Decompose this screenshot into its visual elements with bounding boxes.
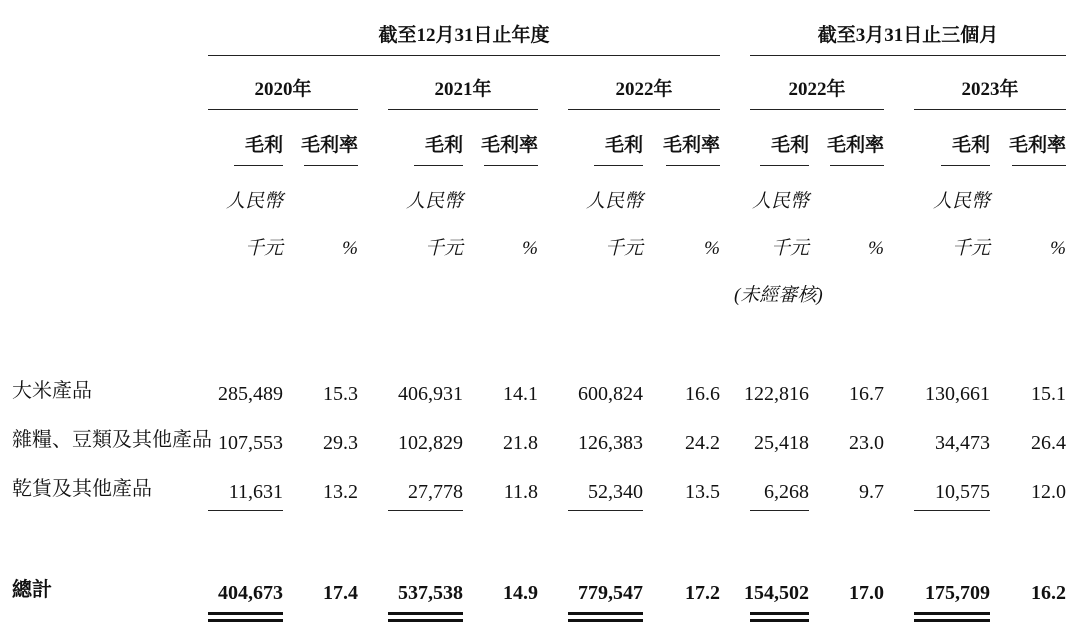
col-gross-profit: 毛利 (424, 135, 463, 156)
col-divider (941, 165, 990, 166)
table-cell: 102,829 (398, 432, 463, 454)
col-divider (594, 165, 643, 166)
table-cell: 107,553 (218, 432, 283, 454)
table-cell: 16.6 (685, 383, 720, 405)
table-cell: 9.7 (859, 481, 884, 503)
row-label: 乾貨及其他產品 (12, 478, 152, 500)
subtotal-underline (914, 510, 990, 511)
subtotal-underline (208, 510, 283, 511)
total-double-underline (914, 619, 990, 622)
table-cell: 24.2 (685, 432, 720, 454)
col-divider (414, 165, 463, 166)
year-divider (208, 109, 358, 110)
col-divider (1012, 165, 1066, 166)
table-cell: 34,473 (935, 432, 990, 454)
table-cell: 130,661 (925, 383, 990, 405)
table-cell: 21.8 (503, 432, 538, 454)
table-cell: 11,631 (228, 481, 283, 503)
unit-currency: 人民幣 (405, 191, 463, 212)
total-cell: 154,502 (744, 582, 809, 604)
total-double-underline (388, 612, 463, 615)
total-cell: 175,709 (925, 582, 990, 604)
year-header-2022: 2022年 (615, 79, 673, 100)
row-label: 雜糧、豆類及其他產品 (12, 429, 212, 451)
total-cell: 537,538 (398, 582, 463, 604)
table-cell: 14.1 (503, 383, 538, 405)
table-cell: 23.0 (849, 432, 884, 454)
table-cell: 15.3 (323, 383, 358, 405)
unit-thousand: 千元 (244, 238, 283, 259)
table-cell: 25,418 (754, 432, 809, 454)
col-divider (760, 165, 809, 166)
col-gross-profit: 毛利 (244, 135, 283, 156)
subtotal-underline (750, 510, 809, 511)
table-cell: 10,575 (935, 481, 990, 503)
year-divider (388, 109, 538, 110)
col-divider (234, 165, 283, 166)
subtotal-underline (388, 510, 463, 511)
unit-currency: 人民幣 (751, 191, 809, 212)
unit-thousand: 千元 (604, 238, 643, 259)
unit-thousand: 千元 (951, 238, 990, 259)
table-cell: 12.0 (1031, 481, 1066, 503)
table-cell: 11.8 (503, 481, 538, 503)
unit-percent: % (1050, 238, 1066, 259)
group-divider-year-ended (208, 55, 720, 56)
col-gross-profit: 毛利 (951, 135, 990, 156)
row-label: 大米產品 (12, 380, 92, 402)
unit-percent: % (704, 238, 720, 259)
table-cell: 15.1 (1031, 383, 1066, 405)
total-double-underline (388, 619, 463, 622)
total-double-underline (568, 612, 643, 615)
table-cell: 285,489 (218, 383, 283, 405)
group-header-three-months: 截至3月31日止三個月 (817, 25, 999, 46)
table-cell: 13.2 (323, 481, 358, 503)
group-divider-three-months (750, 55, 1066, 56)
table-cell: 16.7 (849, 383, 884, 405)
total-double-underline (750, 612, 809, 615)
total-cell: 16.2 (1031, 582, 1066, 604)
col-divider (666, 165, 720, 166)
year-divider (750, 109, 884, 110)
table-cell: 27,778 (408, 481, 463, 503)
total-cell: 14.9 (503, 582, 538, 604)
col-gross-profit: 毛利 (604, 135, 643, 156)
col-gross-margin: 毛利率 (300, 135, 358, 156)
table-cell: 26.4 (1031, 432, 1066, 454)
group-header-year-ended: 截至12月31日止年度 (378, 25, 550, 46)
table-cell: 52,340 (588, 481, 643, 503)
col-gross-margin: 毛利率 (480, 135, 538, 156)
table-cell: 29.3 (323, 432, 358, 454)
col-divider (304, 165, 358, 166)
table-cell: 122,816 (744, 383, 809, 405)
year-header-2021: 2021年 (434, 79, 492, 100)
table-cell: 406,931 (398, 383, 463, 405)
year-divider (914, 109, 1066, 110)
year-header-2020: 2020年 (254, 79, 312, 100)
total-cell: 17.0 (849, 582, 884, 604)
total-double-underline (208, 612, 283, 615)
year-header-2023-q1: 2023年 (961, 79, 1019, 100)
table-cell: 13.5 (685, 481, 720, 503)
unit-thousand: 千元 (424, 238, 463, 259)
total-cell: 17.2 (685, 582, 720, 604)
unit-currency: 人民幣 (585, 191, 643, 212)
total-double-underline (208, 619, 283, 622)
total-cell: 404,673 (218, 582, 283, 604)
year-header-2022-q1: 2022年 (788, 79, 846, 100)
unit-thousand: 千元 (770, 238, 809, 259)
total-cell: 17.4 (323, 582, 358, 604)
table-cell: 126,383 (578, 432, 643, 454)
col-gross-margin: 毛利率 (826, 135, 884, 156)
unit-currency: 人民幣 (225, 191, 283, 212)
unaudited-note: (未經審核) (734, 285, 823, 306)
subtotal-underline (568, 510, 643, 511)
unit-currency: 人民幣 (932, 191, 990, 212)
unit-percent: % (342, 238, 358, 259)
total-cell: 779,547 (578, 582, 643, 604)
unit-percent: % (522, 238, 538, 259)
total-double-underline (914, 612, 990, 615)
total-double-underline (750, 619, 809, 622)
total-label: 總計 (12, 579, 52, 601)
unit-percent: % (868, 238, 884, 259)
table-cell: 6,268 (764, 481, 809, 503)
total-double-underline (568, 619, 643, 622)
year-divider (568, 109, 720, 110)
col-gross-margin: 毛利率 (662, 135, 720, 156)
table-cell: 600,824 (578, 383, 643, 405)
col-divider (484, 165, 538, 166)
col-divider (830, 165, 884, 166)
col-gross-margin: 毛利率 (1008, 135, 1066, 156)
col-gross-profit: 毛利 (770, 135, 809, 156)
